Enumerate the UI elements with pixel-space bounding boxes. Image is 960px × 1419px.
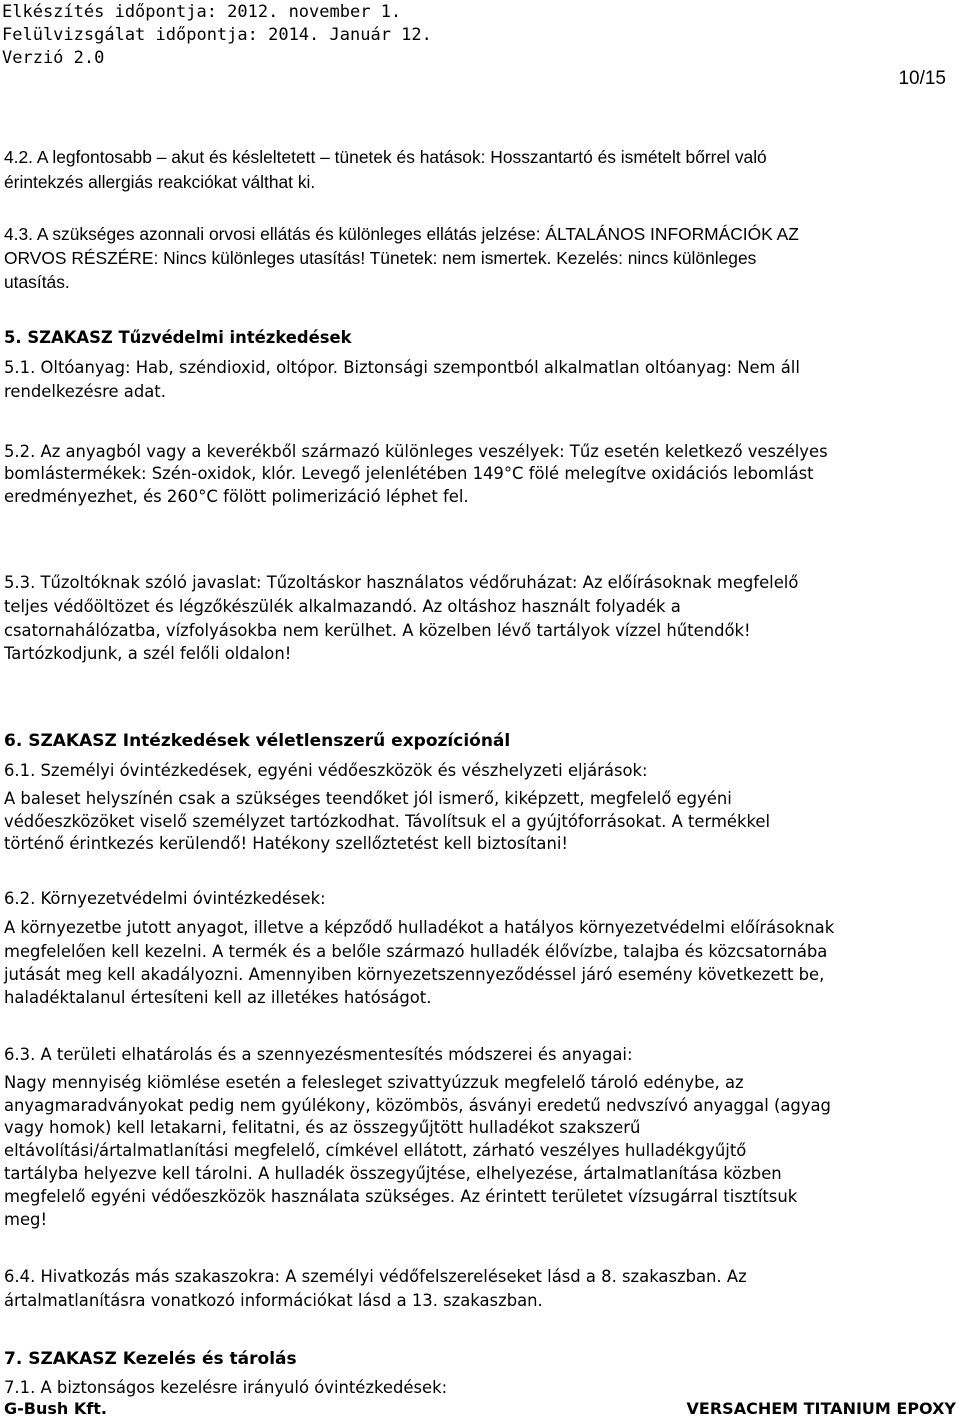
section-5-3-line: 5.3. Tűzoltóknak szóló javaslat: Tűzoltáskor használatos védőruházat: Az előírásoknak megfelelő <box>4 573 799 592</box>
section-6-2-line: megfelelően kell kezelni. A termék és a belőle származó hulladék élővízbe, talajba és közcsatornába <box>4 942 828 961</box>
section-5-3-line: teljes védőöltözet és légzőkészülék alkalmazandó. Az oltáshoz használt folyadék a <box>4 597 681 616</box>
header-version: Verzió 2.0 <box>2 48 105 68</box>
section-5-3-line: csatornahálózatba, vízfolyásokba nem kerülhet. A közelben lévő tartályok vízzel hűtendők! <box>4 621 751 640</box>
section-6-1-heading: 6.1. Személyi óvintézkedések, egyéni védőeszközök és vészhelyzeti eljárások: <box>4 761 648 780</box>
section-6-1-line: történő érintkezés kerülendő! Hatékony szellőztetést kell biztosítani! <box>4 834 568 853</box>
section-5-1-line: 5.1. Oltóanyag: Hab, széndioxid, oltópor. Biztonsági szempontból alkalmatlan oltóanyag: Nem áll <box>4 358 800 377</box>
section-6-4-line: 6.4. Hivatkozás más szakaszokra: A személyi védőfelszereléseket lásd a 8. szakaszban. Az <box>4 1267 747 1286</box>
section-6-3-line: meg! <box>4 1210 48 1229</box>
section-5-3-line: Tartózkodjunk, a szél felőli oldalon! <box>4 644 292 663</box>
section-6-2-line: haladéktalanul értesíteni kell az illetékes hatóságot. <box>4 988 432 1007</box>
section-5-1-line: rendelkezésre adat. <box>4 382 166 401</box>
section-6-3-line: vagy homok) kell letakarni, felitatni, és az összegyűjtött hulladékot szakszerű <box>4 1118 641 1137</box>
section-6-3-line: eltávolítási/ártalmatlanítási megfelelő, címkével ellátott, zárható veszélyes hulladékgyűjtő <box>4 1141 747 1160</box>
section-6-1-line: A baleset helyszínén csak a szükséges teendőket jól ismerő, kiképzett, megfelelő egyéni <box>4 789 732 808</box>
footer-product: VERSACHEM TITANIUM EPOXY <box>686 1399 956 1418</box>
header-revised: Felülvizsgálat időpontja: 2014. Január 12. <box>2 25 432 45</box>
section-6-2-line: jutását meg kell akadályozni. Amennyiben környezetszennyeződéssel járó esemény következett be, <box>4 965 825 984</box>
section-4-2-line: 4.2. A legfontosabb – akut és késleltetett – tünetek és hatások: Hosszantartó és ismételt bőrrel való <box>4 147 767 167</box>
section-4-3-line: utasítás. <box>4 272 70 292</box>
section-6-3-line: Nagy mennyiség kiömlése esetén a felesleget szivattyúzzuk megfelelő tároló edénybe, az <box>4 1073 744 1092</box>
section-6-4-line: ártalmatlanításra vonatkozó információkat lásd a 13. szakaszban. <box>4 1291 543 1310</box>
section-6-2-heading: 6.2. Környezetvédelmi óvintézkedések: <box>4 889 326 908</box>
section-6-title: 6. SZAKASZ Intézkedések véletlenszerű expozíciónál <box>4 731 511 751</box>
section-4-3-line: ORVOS RÉSZÉRE: Nincs különleges utasítás! Tünetek: nem ismertek. Kezelés: nincs különleges <box>4 248 757 268</box>
header-created: Elkészítés időpontja: 2012. november 1. <box>2 2 402 22</box>
page-number: 10/15 <box>898 68 946 89</box>
section-5-2-line: 5.2. Az anyagból vagy a keverékből származó különleges veszélyek: Tűz esetén keletkező veszélyes <box>4 442 828 461</box>
section-7-1-heading: 7.1. A biztonságos kezelésre irányuló óvintézkedések: <box>4 1378 448 1397</box>
section-5-title: 5. SZAKASZ Tűzvédelmi intézkedések <box>4 328 352 347</box>
section-4-2-line: érintekzés allergiás reakciókat válthat ki. <box>4 172 316 192</box>
section-6-3-line: megfelelő egyéni védőeszközök használata szükséges. Az érintett területet vízsugárral tisztítsuk <box>4 1187 798 1206</box>
section-6-2-line: A környezetbe jutott anyagot, illetve a képződő hulladékot a hatályos környezetvédelmi előírásoknak <box>4 918 835 937</box>
section-6-1-line: védőeszközöket viselő személyzet tartózkodhat. Távolítsuk el a gyújtóforrásokat. A termékkel <box>4 812 771 831</box>
section-5-2-line: bomlástermékek: Szén-oxidok, klór. Levegő jelenlétében 149°C fölé melegítve oxidációs lebomlást <box>4 464 814 483</box>
section-6-3-line: anyagmaradványokat pedig nem gyúlékony, közömbös, ásványi eredetű nedvszívó anyaggal (agyag <box>4 1096 831 1115</box>
section-6-3-heading: 6.3. A területi elhatárolás és a szennyezésmentesítés módszerei és anyagai: <box>4 1045 633 1064</box>
section-5-2-line: eredményezhet, és 260°C fölött polimerizáció léphet fel. <box>4 487 469 506</box>
section-7-title: 7. SZAKASZ Kezelés és tárolás <box>4 1349 297 1369</box>
footer-company: G-Bush Kft. <box>4 1399 107 1418</box>
section-4-3-line: 4.3. A szükséges azonnali orvosi ellátás és különleges ellátás jelzése: ÁLTALÁNOS INFORMÁCIÓK AZ <box>4 224 799 244</box>
section-6-3-line: tartályba helyezve kell tárolni. A hulladék összegyűjtése, elhelyezése, ártalmatlanítása közben <box>4 1164 782 1183</box>
